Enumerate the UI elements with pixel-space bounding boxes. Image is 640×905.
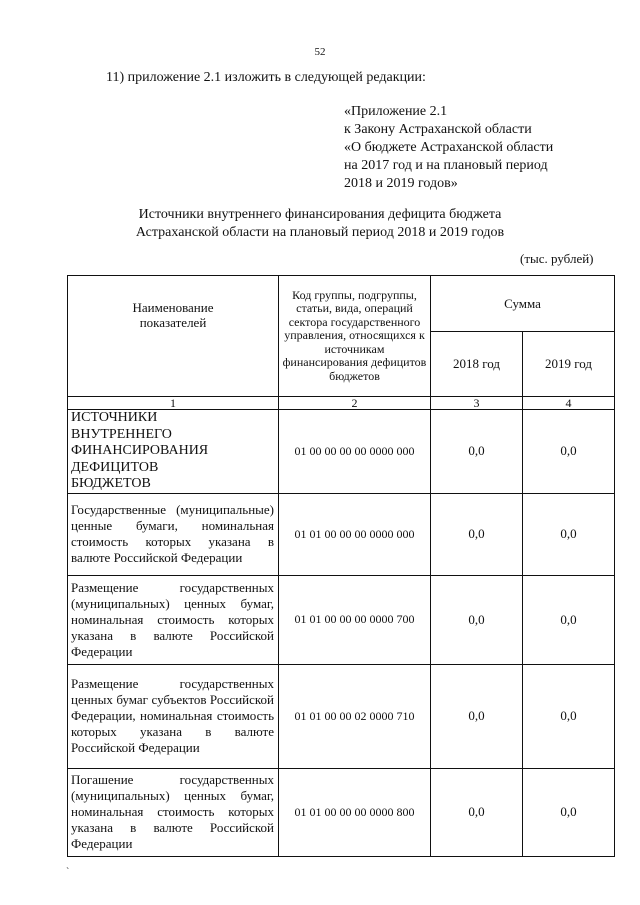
title-line: Астраханской области на плановый период 2018 и 2019 годов [135, 225, 505, 240]
row-value-2018: 0,0 [431, 493, 523, 575]
table-row [68, 410, 615, 494]
appendix-line: к Закону Астраханской области [344, 122, 532, 137]
amendment-intro: 11) приложение 2.1 изложить в следующей редакции: [106, 70, 426, 85]
row-value-2018: 0,0 [431, 410, 523, 494]
row-value-2019: 0,0 [523, 664, 615, 768]
row-code: 01 01 00 00 00 0000 000 [279, 493, 431, 575]
row-value-2019: 0,0 [523, 575, 615, 664]
column-number: 3 [431, 397, 523, 410]
appendix-line: 2018 и 2019 годов» [344, 176, 458, 191]
header-name: Наименование показателей [68, 276, 279, 397]
row-value-2019: 0,0 [523, 493, 615, 575]
column-number: 4 [523, 397, 615, 410]
row-value-2019: 0,0 [523, 768, 615, 856]
row-code: 01 01 00 00 02 0000 710 [279, 664, 431, 768]
title-line: Источники внутреннего финансирования дефицита бюджета [138, 207, 502, 222]
units-label: (тыс. рублей) [520, 251, 594, 266]
header-year-2018: 2018 год [431, 332, 523, 397]
row-value-2018: 0,0 [431, 575, 523, 664]
page-number: 52 [314, 46, 326, 58]
column-number: 1 [68, 397, 279, 410]
financing-sources-table [67, 275, 615, 857]
table-row [68, 575, 615, 664]
table-row [68, 493, 615, 575]
header-sum: Сумма [431, 276, 615, 332]
appendix-line: на 2017 год и на плановый период [344, 158, 548, 173]
row-name: Государственные (муниципальные) ценные бумаги, номинальная стоимость которых указана в валюте Российской Федерации [68, 493, 279, 575]
header-code: Код группы, подгруппы, статьи, вида, операций сектора государственного управления, относящихся к источникам финансирования дефицитов бюджетов [279, 276, 431, 397]
row-name: ИСТОЧНИКИ ВНУТРЕННЕГО ФИНАНСИРОВАНИЯ ДЕФИЦИТОВ БЮДЖЕТОВ [68, 410, 279, 494]
appendix-line: «Приложение 2.1 [344, 104, 448, 119]
row-value-2019: 0,0 [523, 410, 615, 494]
row-name: Размещение государственных (муниципальных) ценных бумаг, номинальная стоимость которых указана в валюте Российской Федерации [68, 575, 279, 664]
column-number: 2 [279, 397, 431, 410]
scan-mark: ` [66, 867, 70, 878]
row-value-2018: 0,0 [431, 768, 523, 856]
table-row [68, 664, 615, 768]
row-code: 01 01 00 00 00 0000 700 [279, 575, 431, 664]
row-name: Размещение государственных ценных бумаг субъектов Российской Федерации, номинальная стоимость которых указана в валюте Российской Федерации [68, 664, 279, 768]
row-code: 01 00 00 00 00 0000 000 [279, 410, 431, 494]
appendix-line: «О бюджете Астраханской области [344, 140, 554, 155]
row-code: 01 01 00 00 00 0000 800 [279, 768, 431, 856]
header-year-2019: 2019 год [523, 332, 615, 397]
row-name: Погашение государственных (муниципальных) ценных бумаг, номинальная стоимость которых указана в валюте Российской Федерации [68, 768, 279, 856]
table-row [68, 768, 615, 856]
row-value-2018: 0,0 [431, 664, 523, 768]
